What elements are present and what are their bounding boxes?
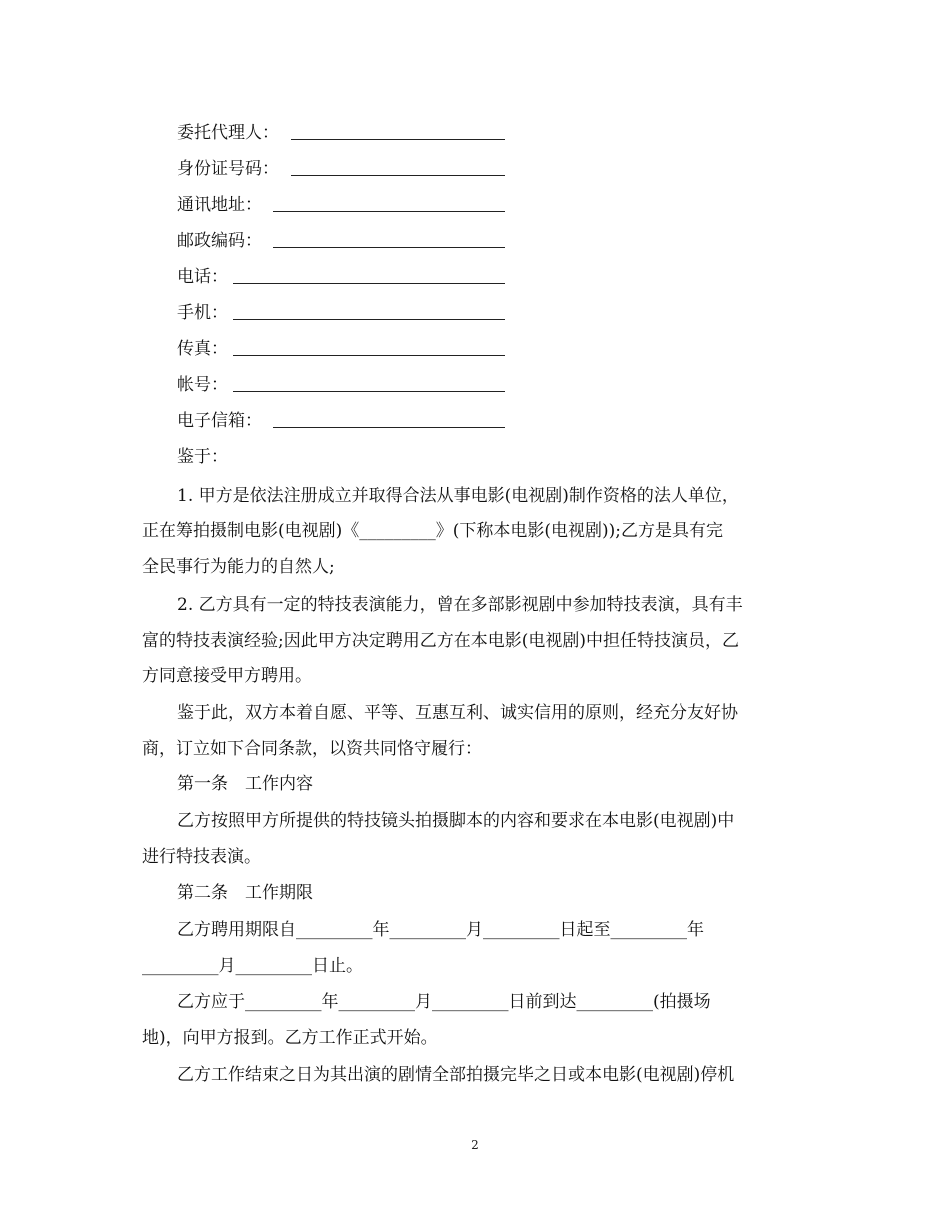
blank-line xyxy=(233,283,505,284)
field-address xyxy=(177,194,262,216)
field-label: 电话： xyxy=(177,267,228,287)
blank-line xyxy=(291,175,505,176)
text-line: 商，订立如下合同条款，以资共同恪守履行： xyxy=(142,739,482,759)
blank-line xyxy=(273,427,505,428)
field-label: 邮政编码： xyxy=(177,231,262,251)
blank-line xyxy=(233,355,505,356)
text-line: 地)，向甲方报到。乙方工作正式开始。 xyxy=(142,1028,438,1048)
section-heading: 第二条 工作期限 xyxy=(177,883,313,903)
blank-line xyxy=(291,139,505,140)
section-heading: 第一条 工作内容 xyxy=(177,774,313,794)
field-agent xyxy=(177,122,279,144)
blank-line xyxy=(233,319,505,320)
text-line: 富的特技表演经验;因此甲方决定聘用乙方在本电影(电视剧)中担任特技演员，乙 xyxy=(142,631,739,651)
text-line: 乙方按照甲方所提供的特技镜头拍摄脚本的内容和要求在本电影(电视剧)中 xyxy=(177,811,735,831)
text-line: 全民事行为能力的自然人; xyxy=(142,557,335,577)
text-line: 乙方应于_________年_________月_________日前到达_________(拍摄场 xyxy=(177,992,711,1012)
field-fax xyxy=(177,338,228,360)
blank-line xyxy=(273,211,505,212)
field-email xyxy=(177,410,262,432)
field-label: 委托代理人： xyxy=(177,123,279,143)
text-line: 乙方工作结束之日为其出演的剧情全部拍摄完毕之日或本电影(电视剧)停机 xyxy=(177,1065,735,1085)
field-label: 帐号： xyxy=(177,375,228,395)
text-line: 乙方聘用期限自_________年_________月_________日起至_________年 xyxy=(177,920,704,940)
field-label: 手机： xyxy=(177,303,228,323)
field-id-number xyxy=(177,158,279,180)
field-mobile xyxy=(177,302,228,324)
text-line: _________月_________日止。 xyxy=(142,956,363,976)
text-line: 鉴于： xyxy=(177,447,228,467)
text-line: 方同意接受甲方聘用。 xyxy=(142,666,312,686)
blank-line xyxy=(273,247,505,248)
text-line: 1. 甲方是依法注册成立并取得合法从事电影(电视剧)制作资格的法人单位， xyxy=(177,486,739,506)
field-label: 身份证号码： xyxy=(177,159,279,179)
blank-line xyxy=(233,391,505,392)
field-account xyxy=(177,374,228,396)
text-line: 进行特技表演。 xyxy=(142,847,261,867)
text-line: 2. 乙方具有一定的特技表演能力，曾在多部影视剧中参加特技表演，具有丰 xyxy=(177,595,743,615)
field-phone xyxy=(177,266,228,288)
field-label: 传真： xyxy=(177,339,228,359)
text-line: 正在筹拍摄制电影(电视剧)《_________》(下称本电影(电视剧));乙方是具有完 xyxy=(142,521,724,541)
field-label: 电子信箱： xyxy=(177,411,262,431)
text-line: 鉴于此，双方本着自愿、平等、互惠互利、诚实信用的原则，经充分友好协 xyxy=(177,703,738,723)
page-number: 2 xyxy=(471,1138,479,1152)
field-postcode xyxy=(177,230,262,252)
field-label: 通讯地址： xyxy=(177,195,262,215)
